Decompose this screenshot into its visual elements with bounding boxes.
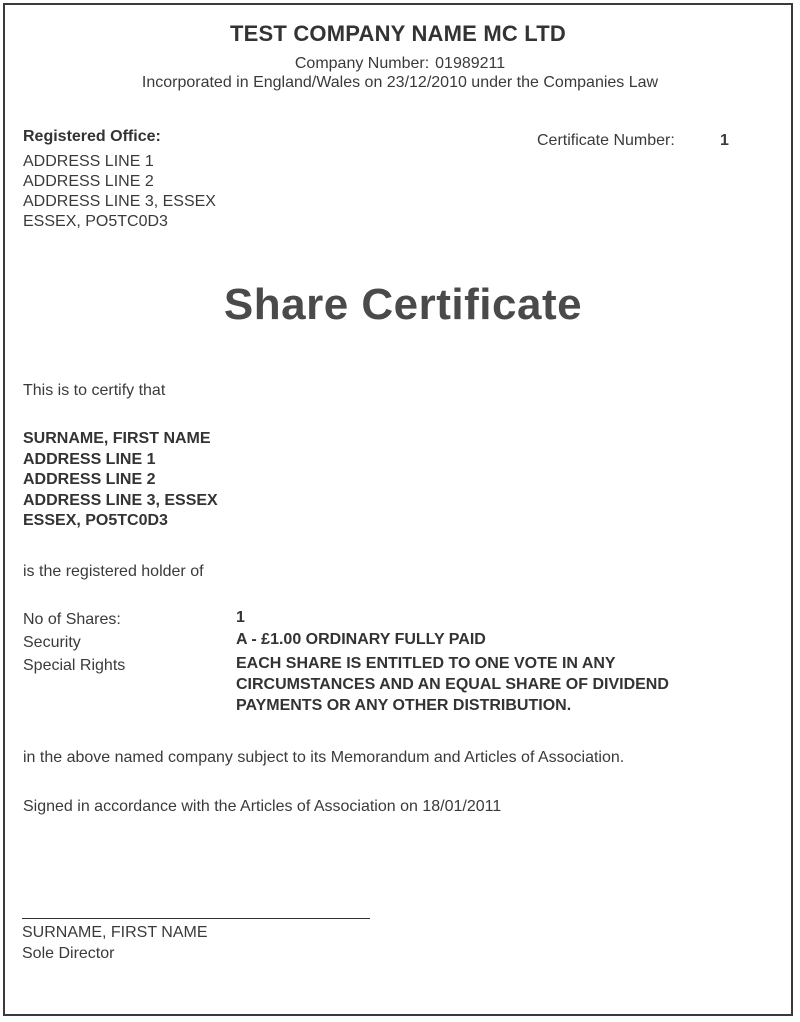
signature-line — [22, 918, 370, 919]
special-rights-label: Special Rights — [23, 657, 126, 674]
incorporation-statement: Incorporated in England/Wales on 23/12/2010 under the Companies Law — [141, 74, 659, 91]
certificate-number-label: Certificate Number: — [537, 132, 675, 149]
registered-office-line: ADDRESS LINE 3, ESSEX — [23, 193, 216, 210]
security-value: A - £1.00 ORDINARY FULLY PAID — [236, 631, 486, 648]
registered-office-line: ADDRESS LINE 2 — [23, 173, 154, 190]
share-detail-values — [236, 609, 756, 716]
holder-address-line: ADDRESS LINE 1 — [23, 450, 156, 468]
holder-address-line: ADDRESS LINE 2 — [23, 471, 156, 488]
registered-office-heading: Registered Office: — [23, 128, 161, 145]
no-of-shares-value: 1 — [236, 609, 245, 626]
signatory-role: Sole Director — [22, 945, 115, 962]
memorandum-statement: in the above named company subject to its Memorandum and Articles of Association. — [23, 749, 625, 766]
registered-office-address — [23, 152, 216, 232]
special-rights-value — [236, 653, 756, 716]
signatory-name: SURNAME, FIRST NAME — [22, 924, 208, 941]
certify-statement: This is to certify that — [23, 382, 166, 399]
special-rights-line: EACH SHARE IS ENTITLED TO ONE VOTE IN ANY — [236, 655, 616, 672]
holder-details — [23, 429, 218, 532]
company-number-value: 01989211 — [435, 55, 506, 72]
company-number-label: Company Number: — [294, 55, 430, 72]
registered-office-line: ADDRESS LINE 1 — [23, 153, 154, 170]
holder-address-line: ESSEX, PO5TC0D3 — [23, 512, 168, 529]
registered-holder-statement: is the registered holder of — [23, 563, 204, 580]
special-rights-line: PAYMENTS OR ANY OTHER DISTRIBUTION. — [236, 697, 572, 714]
share-detail-labels — [23, 611, 125, 680]
security-label: Security — [23, 634, 81, 651]
company-number-line — [0, 55, 800, 73]
registered-office-line: ESSEX, PO5TC0D3 — [23, 213, 168, 230]
holder-name: SURNAME, FIRST NAME — [23, 430, 211, 447]
company-name: TEST COMPANY NAME MC LTD — [229, 21, 566, 46]
special-rights-line: CIRCUMSTANCES AND AN EQUAL SHARE OF DIVIDEND — [236, 676, 669, 693]
holder-address-line: ADDRESS LINE 3, ESSEX — [23, 491, 218, 509]
certificate-number-value: 1 — [720, 132, 729, 149]
no-of-shares-label: No of Shares: — [23, 611, 121, 628]
document-title: Share Certificate — [223, 280, 583, 329]
signed-statement: Signed in accordance with the Articles of Association on 18/01/2011 — [23, 798, 502, 815]
